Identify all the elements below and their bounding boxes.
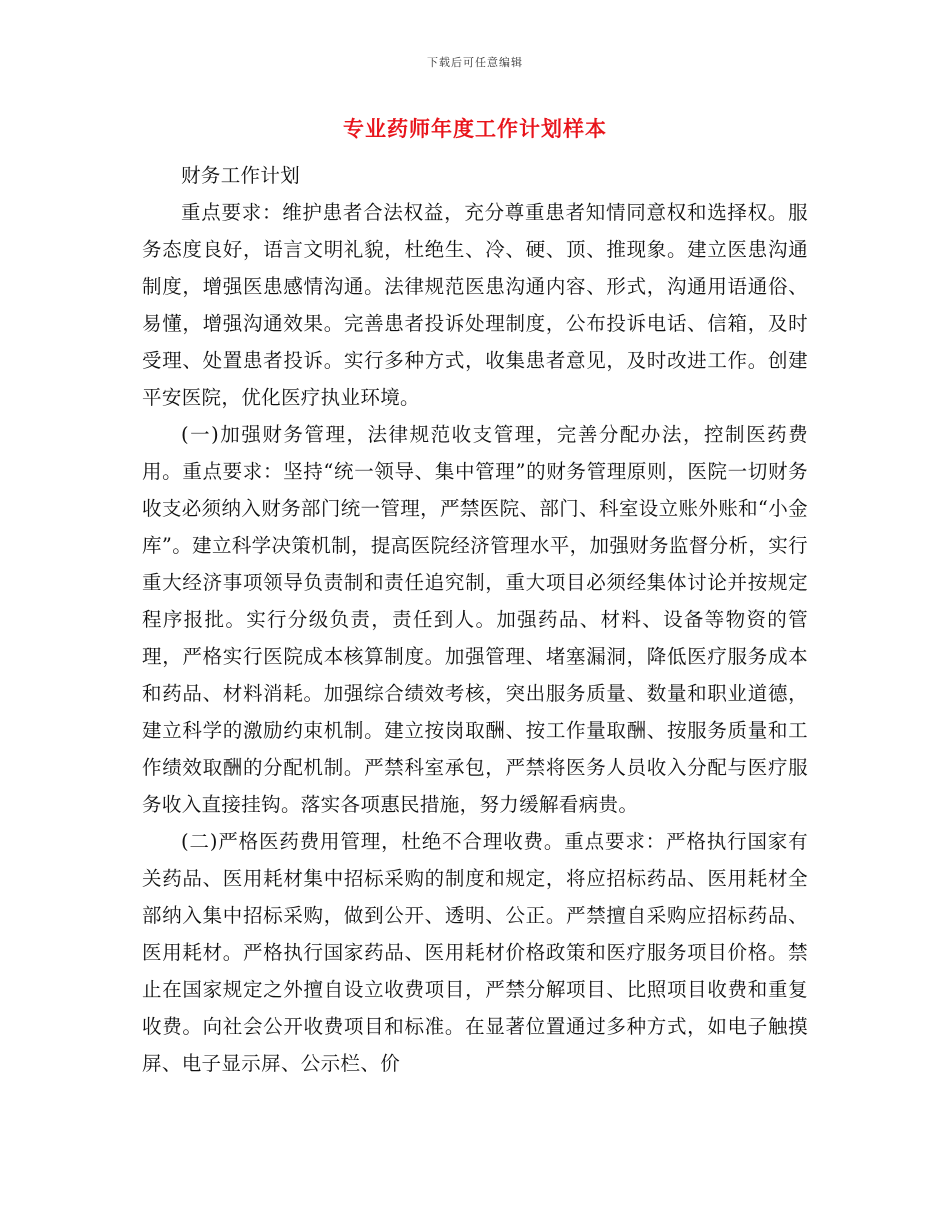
paragraph-financial-management: (一)加强财务管理，法律规范收支管理，完善分配办法，控制医药费用。重点要求：坚持“统一领导、集中管理”的财务管理原则，医院一切财务收支必须纳入财务部门统一管理，严禁医院、部门、科室设立账外账和“小金库”。建立科学决策机制，提高医院经济管理水平，加强财务监督分析，实行重大经济事项领导负责制和责任追究制，重大项目必须经集体讨论并按规定程序报批。实行分级负责，责任到人。加强药品、材料、设备等物资的管理，严格实行医院成本核算制度。加强管理、堵塞漏洞，降低医疗服务成本和药品、材料消耗。加强综合绩效考核，突出服务质量、数量和职业道德，建立科学的激励约束机制。建立按岗取酬、按工作量取酬、按服务质量和工作绩效取酬的分配机制。严禁科室承包，严禁将医务人员收入分配与医疗服务收入直接挂钩。落实各项惠民措施，努力缓解看病贵。 [142,423,808,816]
section-heading-finance-plan: 财务工作计划 [181,164,301,187]
paragraph-key-requirements: 重点要求：维护患者合法权益，充分尊重患者知情同意权和选择权。服务态度良好，语言文明礼貌，杜绝生、冷、硬、顶、推现象。建立医患沟通制度，增强医患感情沟通。法律规范医患沟通内容、形式，沟通用语通俗、易懂，增强沟通效果。完善患者投诉处理制度，公布投诉电话、信箱，及时受理、处置患者投诉。实行多种方式，收集患者意见，及时改进工作。创建平安医院，优化医疗执业环境。 [142,201,808,409]
document-body [142,157,808,1082]
paragraph-medical-fee-management: (二)严格医药费用管理，杜绝不合理收费。重点要求：严格执行国家有关药品、医用耗材集中招标采购的制度和规定，将应招标药品、医用耗材全部纳入集中招标采购，做到公开、透明、公正。严禁擅自采购应招标药品、医用耗材。严格执行国家药品、医用耗材价格政策和医疗服务项目价格。禁止在国家规定之外擅自设立收费项目，严禁分解项目、比照项目收费和重复收费。向社会公开收费项目和标准。在显著位置通过多种方式，如电子触摸屏、电子显示屏、公示栏、价 [142,830,808,1075]
header-note: 下载后可任意编辑 [427,56,523,69]
document-title: 专业药师年度工作计划样本 [343,116,607,141]
